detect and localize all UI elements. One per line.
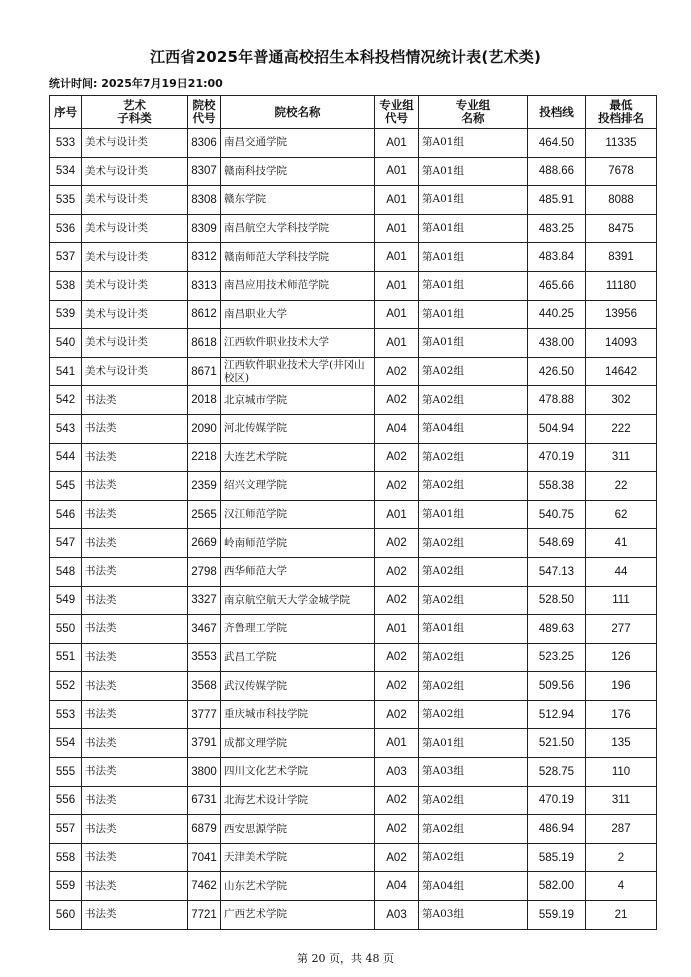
cell-group-name: 第A01组: [419, 157, 528, 186]
cell-group-code: A02: [375, 529, 419, 558]
cell-rank: 311: [586, 786, 657, 815]
cell-school-name: 赣南师范大学科技学院: [221, 243, 375, 272]
header-art-category: 艺术 子科类: [82, 96, 188, 129]
cell-rank: 196: [586, 672, 657, 701]
cell-rank: 8391: [586, 243, 657, 272]
cell-seq: 543: [50, 414, 82, 443]
cell-group-name: 第A02组: [419, 672, 528, 701]
cell-school-code: 2669: [188, 529, 221, 558]
cell-rank: 21: [586, 901, 657, 930]
cell-rank: 222: [586, 414, 657, 443]
cell-rank: 11335: [586, 129, 657, 158]
cell-seq: 547: [50, 529, 82, 558]
cell-school-code: 8671: [188, 357, 221, 386]
cell-group-code: A02: [375, 786, 419, 815]
cell-seq: 559: [50, 872, 82, 901]
table-row: [50, 872, 657, 901]
cell-rank: 311: [586, 443, 657, 472]
cell-seq: 540: [50, 329, 82, 358]
cell-group-name: 第A02组: [419, 843, 528, 872]
cell-school-name: 山东艺术学院: [221, 872, 375, 901]
cell-group-code: A01: [375, 157, 419, 186]
cell-school-name: 南京航空航天大学金城学院: [221, 586, 375, 615]
cell-school-name: 北京城市学院: [221, 386, 375, 415]
cell-art-category: 美术与设计类: [82, 157, 188, 186]
cell-score: 523.25: [528, 643, 586, 672]
cell-school-code: 8307: [188, 157, 221, 186]
cell-score: 486.94: [528, 815, 586, 844]
cell-school-code: 2018: [188, 386, 221, 415]
cell-school-name: 汉江师范学院: [221, 500, 375, 529]
cell-rank: 22: [586, 472, 657, 501]
cell-score: 440.25: [528, 300, 586, 329]
cell-art-category: 书法类: [82, 672, 188, 701]
cell-group-code: A01: [375, 214, 419, 243]
cell-group-code: A02: [375, 557, 419, 586]
cell-seq: 536: [50, 214, 82, 243]
cell-school-code: 7041: [188, 843, 221, 872]
cell-school-code: 2565: [188, 500, 221, 529]
cell-score: 478.88: [528, 386, 586, 415]
cell-score: 585.19: [528, 843, 586, 872]
cell-school-code: 8308: [188, 186, 221, 215]
cell-seq: 558: [50, 843, 82, 872]
table-row: [50, 271, 657, 300]
cell-group-name: 第A02组: [419, 357, 528, 386]
table-row: [50, 901, 657, 930]
cell-art-category: 书法类: [82, 643, 188, 672]
cell-seq: 548: [50, 557, 82, 586]
cell-art-category: 美术与设计类: [82, 129, 188, 158]
table-row: [50, 472, 657, 501]
cell-art-category: 美术与设计类: [82, 243, 188, 272]
cell-rank: 13956: [586, 300, 657, 329]
cell-school-name: 河北传媒学院: [221, 414, 375, 443]
table-row: [50, 300, 657, 329]
cell-seq: 533: [50, 129, 82, 158]
cell-score: 470.19: [528, 786, 586, 815]
cell-group-name: 第A01组: [419, 214, 528, 243]
cell-group-name: 第A02组: [419, 815, 528, 844]
table-row: [50, 700, 657, 729]
cell-seq: 538: [50, 271, 82, 300]
cell-score: 426.50: [528, 357, 586, 386]
cell-art-category: 书法类: [82, 529, 188, 558]
cell-score: 582.00: [528, 872, 586, 901]
table-row: [50, 729, 657, 758]
cell-school-code: 6731: [188, 786, 221, 815]
cell-group-code: A04: [375, 414, 419, 443]
cell-group-code: A02: [375, 643, 419, 672]
cell-school-name: 天津美术学院: [221, 843, 375, 872]
cell-rank: 110: [586, 758, 657, 787]
cell-group-code: A01: [375, 729, 419, 758]
cell-score: 558.38: [528, 472, 586, 501]
cell-art-category: 书法类: [82, 729, 188, 758]
cell-seq: 560: [50, 901, 82, 930]
cell-group-name: 第A01组: [419, 500, 528, 529]
cell-group-name: 第A02组: [419, 643, 528, 672]
cell-seq: 553: [50, 700, 82, 729]
cell-group-name: 第A01组: [419, 615, 528, 644]
cell-group-name: 第A02组: [419, 529, 528, 558]
cell-score: 548.69: [528, 529, 586, 558]
cell-art-category: 美术与设计类: [82, 329, 188, 358]
page-footer: 第 20 页，共 48 页: [297, 952, 394, 965]
cell-art-category: 书法类: [82, 500, 188, 529]
cell-group-code: A01: [375, 300, 419, 329]
cell-school-name: 江西软件职业技术大学: [221, 329, 375, 358]
cell-art-category: 书法类: [82, 815, 188, 844]
cell-art-category: 书法类: [82, 472, 188, 501]
cell-art-category: 美术与设计类: [82, 214, 188, 243]
cell-school-code: 8306: [188, 129, 221, 158]
cell-school-code: 3777: [188, 700, 221, 729]
cell-rank: 44: [586, 557, 657, 586]
cell-seq: 551: [50, 643, 82, 672]
table-row: [50, 443, 657, 472]
cell-school-code: 3568: [188, 672, 221, 701]
table-row: [50, 357, 657, 386]
cell-school-code: 8612: [188, 300, 221, 329]
cell-group-name: 第A01组: [419, 300, 528, 329]
cell-school-name: 重庆城市科技学院: [221, 700, 375, 729]
header-group-code: 专业组 代号: [375, 96, 419, 129]
cell-school-name: 西安思源学院: [221, 815, 375, 844]
cell-group-code: A01: [375, 243, 419, 272]
cell-group-name: 第A02组: [419, 700, 528, 729]
cell-group-code: A02: [375, 443, 419, 472]
cell-seq: 544: [50, 443, 82, 472]
cell-school-name: 大连艺术学院: [221, 443, 375, 472]
cell-score: 512.94: [528, 700, 586, 729]
table-row: [50, 243, 657, 272]
cell-school-name: 南昌职业大学: [221, 300, 375, 329]
cell-rank: 62: [586, 500, 657, 529]
cell-school-name: 南昌交通学院: [221, 129, 375, 158]
header-school-name: 院校名称: [221, 96, 375, 129]
cell-group-code: A02: [375, 700, 419, 729]
cell-group-name: 第A02组: [419, 386, 528, 415]
cell-score: 488.66: [528, 157, 586, 186]
cell-art-category: 书法类: [82, 758, 188, 787]
cell-group-name: 第A01组: [419, 186, 528, 215]
cell-group-name: 第A04组: [419, 414, 528, 443]
cell-rank: 287: [586, 815, 657, 844]
cell-school-name: 赣南科技学院: [221, 157, 375, 186]
cell-school-code: 3553: [188, 643, 221, 672]
cell-score: 465.66: [528, 271, 586, 300]
cell-score: 489.63: [528, 615, 586, 644]
table-row: [50, 615, 657, 644]
cell-group-code: A01: [375, 329, 419, 358]
page-title: 江西省2025年普通高校招生本科投档情况统计表(艺术类): [149, 48, 542, 66]
cell-art-category: 美术与设计类: [82, 271, 188, 300]
cell-group-name: 第A01组: [419, 243, 528, 272]
cell-score: 464.50: [528, 129, 586, 158]
header-group-name: 专业组 名称: [419, 96, 528, 129]
cell-group-name: 第A03组: [419, 758, 528, 787]
cell-score: 483.25: [528, 214, 586, 243]
cell-school-code: 3467: [188, 615, 221, 644]
cell-rank: 14093: [586, 329, 657, 358]
cell-seq: 555: [50, 758, 82, 787]
cell-seq: 534: [50, 157, 82, 186]
table-row: [50, 214, 657, 243]
cell-rank: 4: [586, 872, 657, 901]
cell-group-code: A01: [375, 615, 419, 644]
cell-group-name: 第A01组: [419, 729, 528, 758]
cell-art-category: 美术与设计类: [82, 300, 188, 329]
cell-school-code: 8309: [188, 214, 221, 243]
cell-rank: 14642: [586, 357, 657, 386]
cell-group-code: A01: [375, 500, 419, 529]
cell-school-name: 岭南师范学院: [221, 529, 375, 558]
cell-seq: 554: [50, 729, 82, 758]
cell-school-code: 8313: [188, 271, 221, 300]
cell-school-code: 2090: [188, 414, 221, 443]
cell-group-code: A02: [375, 815, 419, 844]
cell-group-code: A03: [375, 758, 419, 787]
cell-group-code: A03: [375, 901, 419, 930]
cell-school-name: 武汉传媒学院: [221, 672, 375, 701]
header-score: 投档线: [528, 96, 586, 129]
cell-art-category: 书法类: [82, 586, 188, 615]
cell-rank: 176: [586, 700, 657, 729]
cell-school-code: 6879: [188, 815, 221, 844]
cell-art-category: 书法类: [82, 901, 188, 930]
cell-score: 528.50: [528, 586, 586, 615]
cell-school-code: 2218: [188, 443, 221, 472]
statistics-time: 统计时间: 2025年7月19日21:00: [49, 77, 223, 90]
cell-rank: 8475: [586, 214, 657, 243]
cell-rank: 135: [586, 729, 657, 758]
cell-rank: 2: [586, 843, 657, 872]
cell-group-name: 第A02组: [419, 786, 528, 815]
cell-score: 470.19: [528, 443, 586, 472]
cell-score: 540.75: [528, 500, 586, 529]
cell-group-code: A02: [375, 386, 419, 415]
cell-art-category: 书法类: [82, 443, 188, 472]
cell-seq: 542: [50, 386, 82, 415]
table-row: [50, 843, 657, 872]
table-row: [50, 815, 657, 844]
cell-school-code: 3791: [188, 729, 221, 758]
cell-school-code: 7721: [188, 901, 221, 930]
cell-seq: 537: [50, 243, 82, 272]
cell-group-code: A02: [375, 672, 419, 701]
cell-group-code: A02: [375, 586, 419, 615]
cell-seq: 556: [50, 786, 82, 815]
cell-group-name: 第A03组: [419, 901, 528, 930]
cell-rank: 111: [586, 586, 657, 615]
cell-group-code: A02: [375, 843, 419, 872]
admission-table: [49, 95, 657, 930]
cell-seq: 549: [50, 586, 82, 615]
cell-group-code: A02: [375, 472, 419, 501]
cell-group-name: 第A01组: [419, 271, 528, 300]
table-row: [50, 557, 657, 586]
cell-group-code: A01: [375, 129, 419, 158]
cell-group-name: 第A02组: [419, 443, 528, 472]
table-row: [50, 758, 657, 787]
table-row: [50, 329, 657, 358]
cell-group-name: 第A01组: [419, 329, 528, 358]
cell-score: 504.94: [528, 414, 586, 443]
cell-score: 521.50: [528, 729, 586, 758]
cell-group-name: 第A02组: [419, 586, 528, 615]
cell-group-name: 第A04组: [419, 872, 528, 901]
cell-group-code: A01: [375, 186, 419, 215]
header-school-code: 院校 代号: [188, 96, 221, 129]
cell-art-category: 书法类: [82, 386, 188, 415]
cell-school-code: 2798: [188, 557, 221, 586]
cell-school-name: 江西软件职业技术大学(井冈山校区): [221, 357, 375, 386]
cell-seq: 535: [50, 186, 82, 215]
cell-score: 483.84: [528, 243, 586, 272]
cell-school-name: 绍兴文理学院: [221, 472, 375, 501]
table-row: [50, 414, 657, 443]
cell-rank: 7678: [586, 157, 657, 186]
table-row: [50, 672, 657, 701]
cell-score: 438.00: [528, 329, 586, 358]
cell-art-category: 书法类: [82, 615, 188, 644]
cell-score: 509.56: [528, 672, 586, 701]
cell-group-code: A01: [375, 271, 419, 300]
table-header-row: [50, 96, 657, 129]
table-row: [50, 586, 657, 615]
cell-school-code: 7462: [188, 872, 221, 901]
table-row: [50, 386, 657, 415]
table-row: [50, 186, 657, 215]
cell-art-category: 书法类: [82, 786, 188, 815]
cell-score: 485.91: [528, 186, 586, 215]
cell-rank: 8088: [586, 186, 657, 215]
table-row: [50, 129, 657, 158]
cell-seq: 552: [50, 672, 82, 701]
cell-group-name: 第A01组: [419, 129, 528, 158]
cell-art-category: 美术与设计类: [82, 357, 188, 386]
cell-school-code: 8618: [188, 329, 221, 358]
cell-school-name: 四川文化艺术学院: [221, 758, 375, 787]
cell-score: 528.75: [528, 758, 586, 787]
cell-seq: 541: [50, 357, 82, 386]
cell-school-code: 3327: [188, 586, 221, 615]
cell-rank: 126: [586, 643, 657, 672]
cell-school-name: 成都文理学院: [221, 729, 375, 758]
header-seq: 序号: [50, 96, 82, 129]
cell-school-code: 8312: [188, 243, 221, 272]
cell-seq: 546: [50, 500, 82, 529]
cell-score: 547.13: [528, 557, 586, 586]
cell-seq: 557: [50, 815, 82, 844]
cell-school-name: 广西艺术学院: [221, 901, 375, 930]
cell-school-name: 南昌应用技术师范学院: [221, 271, 375, 300]
cell-art-category: 书法类: [82, 557, 188, 586]
cell-school-name: 南昌航空大学科技学院: [221, 214, 375, 243]
cell-school-code: 3800: [188, 758, 221, 787]
cell-art-category: 书法类: [82, 872, 188, 901]
cell-school-name: 武昌工学院: [221, 643, 375, 672]
cell-art-category: 书法类: [82, 700, 188, 729]
cell-school-name: 赣东学院: [221, 186, 375, 215]
cell-rank: 41: [586, 529, 657, 558]
cell-school-code: 2359: [188, 472, 221, 501]
cell-art-category: 书法类: [82, 843, 188, 872]
cell-art-category: 书法类: [82, 414, 188, 443]
cell-score: 559.19: [528, 901, 586, 930]
cell-seq: 545: [50, 472, 82, 501]
table-row: [50, 157, 657, 186]
cell-rank: 11180: [586, 271, 657, 300]
table-row: [50, 529, 657, 558]
table-row: [50, 786, 657, 815]
table-row: [50, 643, 657, 672]
header-rank: 最低 投档排名: [586, 96, 657, 129]
cell-art-category: 美术与设计类: [82, 186, 188, 215]
cell-rank: 302: [586, 386, 657, 415]
cell-seq: 550: [50, 615, 82, 644]
table-row: [50, 500, 657, 529]
cell-group-name: 第A02组: [419, 557, 528, 586]
cell-group-code: A04: [375, 872, 419, 901]
cell-seq: 539: [50, 300, 82, 329]
cell-group-name: 第A02组: [419, 472, 528, 501]
cell-school-name: 西华师范大学: [221, 557, 375, 586]
cell-rank: 277: [586, 615, 657, 644]
cell-school-name: 北海艺术设计学院: [221, 786, 375, 815]
cell-group-code: A02: [375, 357, 419, 386]
cell-school-name: 齐鲁理工学院: [221, 615, 375, 644]
